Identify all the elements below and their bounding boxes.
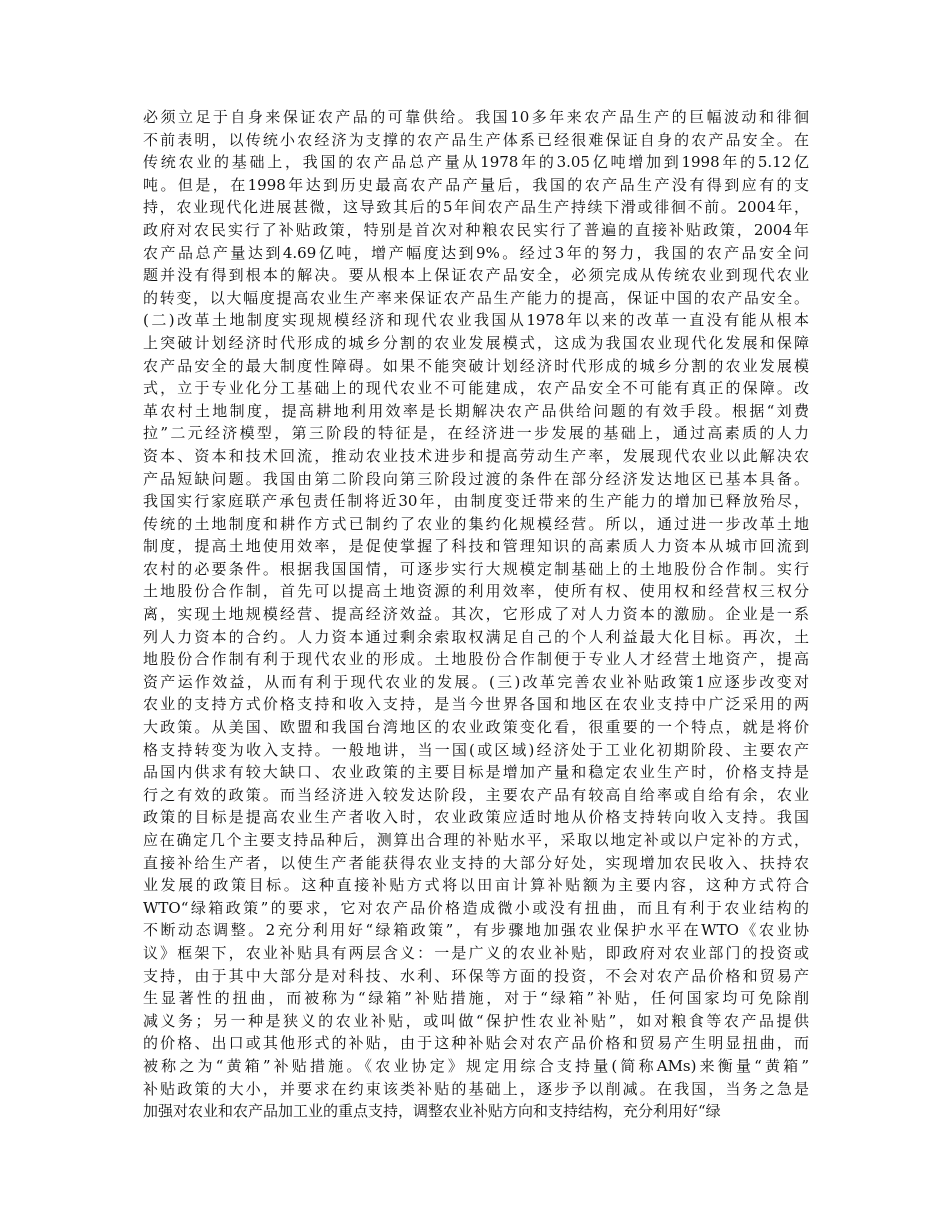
text-line: 农业的支持方式价格支持和收入支持，是当今世界各国和地区在农业支持中广泛采用的两 [143, 695, 809, 714]
text-line: 的价格、出口或其他形式的补贴，由于这种补贴会对农产品价格和贸易产生明显扭曲，而 [143, 1034, 809, 1053]
text-line: 产品短缺问题。我国由第二阶段向第三阶段过渡的条件在部分经济发达地区已基本具备。 [143, 469, 809, 488]
text-line: 列人力资本的合约。人力资本通过剩余索取权满足自己的个人利益最大化目标。再次，土 [143, 627, 809, 646]
text-line: 加强对农业和农产品加工业的重点支持，调整农业补贴方向和支持结构，充分利用好“绿 [143, 1102, 721, 1121]
text-line: 政府对农民实行了补贴政策，特别是首次对种粮农民实行了普遍的直接补贴政策，2004年 [143, 220, 809, 239]
text-line: 吨。但是，在1998年达到历史最高农产品产量后，我国的农产品生产没有得到应有的支 [143, 175, 809, 194]
text-line: 议》框架下，农业补贴具有两层含义：一是广义的农业补贴，即政府对农业部门的投资或 [143, 943, 809, 962]
text-line: 支持，由于其中大部分是对科技、水利、环保等方面的投资，不会对农产品价格和贸易产 [143, 966, 809, 985]
text-line: 必须立足于自身来保证农产品的可靠供给。我国10多年来农产品生产的巨幅波动和徘徊 [143, 108, 809, 126]
text-line: 地股份合作制有利于现代农业的形成。土地股份合作制便于专业人才经营土地资产，提高 [143, 650, 809, 669]
text-line: 农产品总产量达到4.69亿吨，增产幅度达到9%。经过3年的努力，我国的农产品安全问 [143, 243, 809, 262]
text-line: 不前表明，以传统小农经济为支撑的农产品生产体系已经很难保证自身的农产品安全。在 [143, 130, 809, 149]
body-text [143, 106, 809, 1123]
text-line: 的转变，以大幅度提高农业生产率来保证农产品生产能力的提高，保证中国的农产品安全。 [143, 288, 809, 307]
text-line: 持，农业现代化进展甚微，这导致其后的5年间农产品生产持续下滑或徘徊不前。2004年， [143, 198, 809, 217]
text-line: 不断动态调整。2充分利用好“绿箱政策”，有步骤地加强农业保护水平在WTO《农业协 [143, 921, 809, 940]
text-line: 生显著性的扭曲，而被称为“绿箱”补贴措施，对于“绿箱”补贴，任何国家均可免除削 [143, 989, 809, 1008]
text-line: 我国实行家庭联产承包责任制将近30年，由制度变迁带来的生产能力的增加已释放殆尽， [143, 492, 809, 511]
text-line: 制度，提高土地使用效率，是促使掌握了科技和管理知识的高素质人力资本从城市回流到 [143, 537, 809, 556]
text-line: 拉”二元经济模型，第三阶段的特征是，在经济进一步发展的基础上，通过高素质的人力 [143, 424, 809, 443]
text-line: (二)改革土地制度实现规模经济和现代农业我国从1978年以来的改革一直没有能从根本 [143, 311, 809, 330]
text-line: 资本、资本和技术回流，推动农业技术进步和提高劳动生产率，发展现代农业以此解决农 [143, 446, 809, 465]
text-line: 业发展的政策目标。这种直接补贴方式将以田亩计算补贴额为主要内容，这种方式符合 [143, 876, 809, 895]
text-line: 应在确定几个主要支持品种后，测算出合理的补贴水平，采取以地定补或以户定补的方式， [143, 831, 809, 849]
text-line: 上突破计划经济时代形成的城乡分割的农业发展模式，这成为我国农业现代化发展和保障 [143, 333, 809, 352]
text-line: 直接补给生产者，以使生产者能获得农业支持的大部分好处，实现增加农民收入、扶持农 [143, 853, 809, 872]
text-line: 大政策。从美国、欧盟和我国台湾地区的农业政策变化看，很重要的一个特点，就是将价 [143, 718, 809, 737]
text-line: 农村的必要条件。根据我国国情，可逐步实行大规模定制基础上的土地股份合作制。实行 [143, 559, 809, 578]
text-line: 减义务；另一种是狭义的农业补贴，或叫做“保护性农业补贴”，如对粮食等农产品提供 [143, 1011, 809, 1030]
text-line: 土地股份合作制，首先可以提高土地资源的利用效率，使所有权、使用权和经营权三权分 [143, 582, 809, 601]
text-line: 政策的目标是提高农业生产者收入时，农业政策应适时地从价格支持转向收入支持。我国 [143, 808, 809, 827]
text-line: WTO“绿箱政策”的要求，它对农产品价格造成微小或没有扭曲，而且有利于农业结构的 [143, 898, 809, 917]
text-line: 传统农业的基础上，我国的农产品总产量从1978年的3.05亿吨增加到1998年的5.12亿 [143, 153, 809, 172]
text-line: 格支持转变为收入支持。一般地讲，当一国(或区域)经济处于工业化初期阶段、主要农产 [143, 740, 809, 759]
text-line: 革农村土地制度，提高耕地利用效率是长期解决农产品供给问题的有效手段。根据“刘费 [143, 401, 809, 420]
text-line: 农产品安全的最大制度性障碍。如果不能突破计划经济时代形成的城乡分割的农业发展模 [143, 356, 809, 375]
text-line: 题并没有得到根本的解决。要从根本上保证农产品安全，必须完成从传统农业到现代农业 [143, 266, 809, 285]
text-line: 行之有效的政策。而当经济进入较发达阶段，主要农产品有较高自给率或自给有余，农业 [143, 785, 809, 804]
text-line: 式，立于专业化分工基础上的现代农业不可能建成，农产品安全不可能有真正的保障。改 [143, 379, 809, 398]
text-line: 品国内供求有较大缺口、农业政策的主要目标是增加产量和稳定农业生产时，价格支持是 [143, 763, 809, 782]
text-line: 传统的土地制度和耕作方式已制约了农业的集约化规模经营。所以，通过进一步改革土地 [143, 514, 809, 533]
text-line: 被称之为“黄箱”补贴措施。《农业协定》规定用综合支持量(简称AMs)来衡量“黄箱” [143, 1056, 809, 1075]
text-line: 补贴政策的大小，并要求在约束该类补贴的基础上，逐步予以削减。在我国，当务之急是 [143, 1079, 809, 1098]
text-line: 资产运作效益，从而有利于现代农业的发展。(三)改革完善农业补贴政策1应逐步改变对 [143, 672, 809, 691]
text-line: 离，实现土地规模经营、提高经济效益。其次，它形成了对人力资本的激励。企业是一系 [143, 605, 809, 624]
